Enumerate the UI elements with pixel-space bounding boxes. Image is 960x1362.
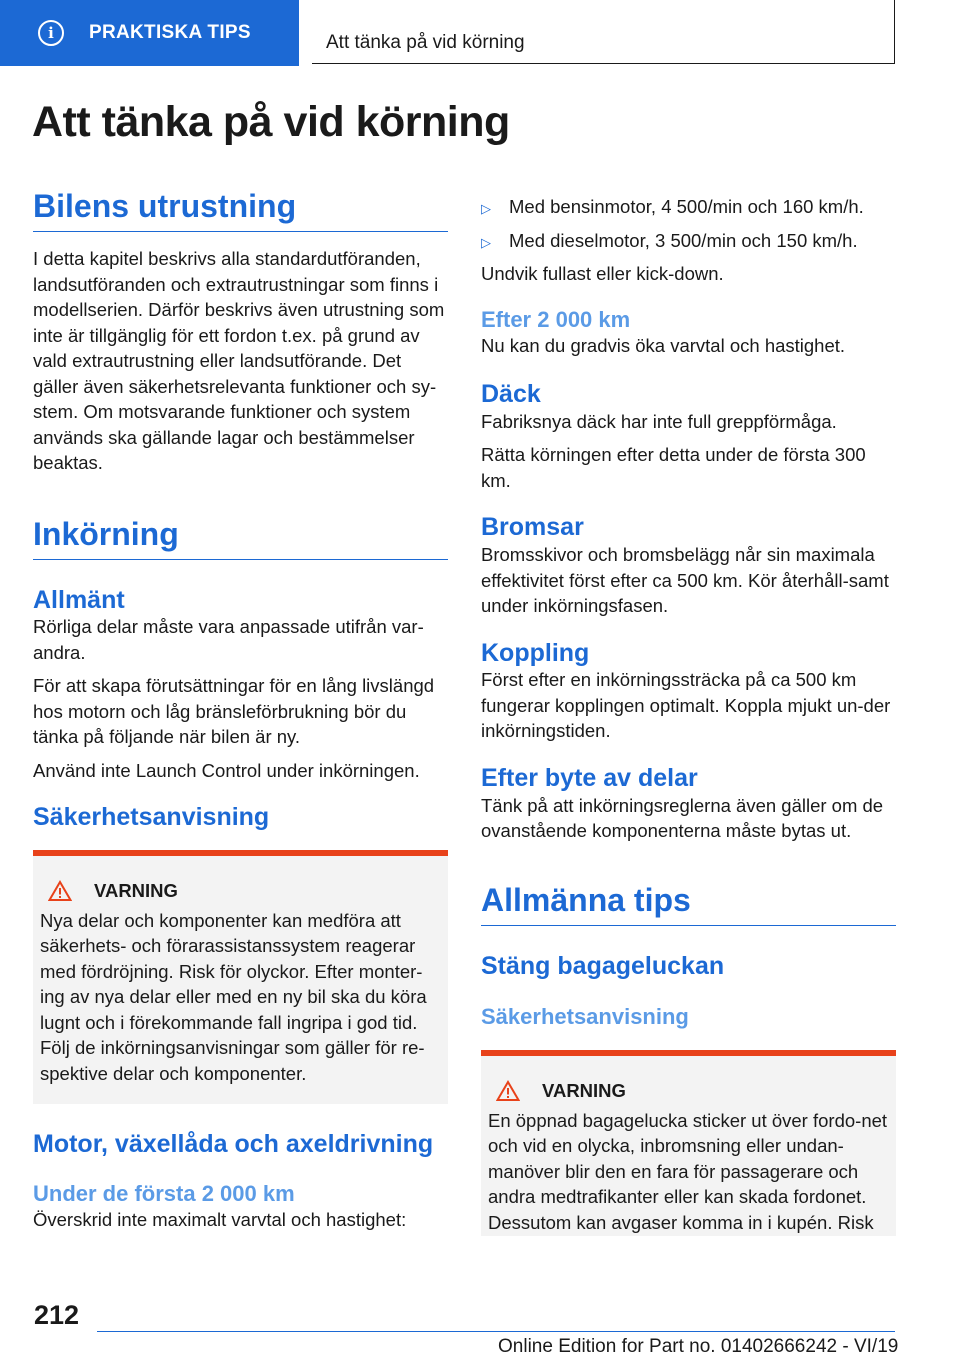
general-paragraph-2: För att skapa förutsättningar för en lång livslängd hos motorn och låg bränsleförbrukning bör du tänka på följande när bilen är ny.: [33, 675, 435, 748]
section-heading-break-in: Inkörning: [33, 516, 448, 560]
info-icon: i: [38, 20, 64, 46]
clutch-paragraph: Först efter en inkörningssträcka på ca 500 km fungerar kopplingen optimalt. Koppla mjukt un-der inkörningstiden.: [481, 669, 891, 742]
subheading-parts: Efter byte av delar: [481, 763, 698, 792]
page-number: 212: [34, 1300, 80, 1330]
subheading-clutch: Koppling: [481, 638, 590, 667]
subheading-first-2000: Under de första 2 000 km: [33, 1180, 295, 1206]
tires-paragraph-2: Rätta körningen efter detta under de första 300 km.: [481, 444, 866, 491]
general-paragraph-3: Använd inte Launch Control under inkörningen.: [33, 759, 420, 781]
equipment-paragraph: I detta kapitel beskrivs alla standardutföranden, landsutföranden och extrautrustningar som finns i modellserien. Därför beskrivs även utrustning som inte är tillgänglig för ett fordon t.ex. på grund av vald extrautrustning eller landsutförande. Det gäller även säkerhetsrelevanta funktioner och sy-stem. Om motsvarande funktioner och system används ska gällande lagar och bestämmelser beaktas.: [33, 248, 445, 473]
subheading-brakes: Bromsar: [481, 513, 584, 542]
warning-text: Nya delar och komponenter kan medföra att säkerhets- och förarassistanssystem reagerar med fördröjning. Risk för olyckor. Efter monter-ing av nya delar eller med en ny bil ska du köra lugnt och i förekommande fall ingripa i god tid. Följ de inkörningsanvisningar som gäller för re-spektive delar och komponenter.: [40, 909, 427, 1084]
subheading-safety: Säkerhetsanvisning: [33, 803, 270, 832]
right-column: [481, 194, 896, 1236]
footer-edition: Online Edition for Part no. 01402666242 - VI/19: [498, 1336, 899, 1357]
warning-triangle-icon: [48, 880, 72, 902]
running-header-title: Att tänka på vid körning: [312, 0, 895, 64]
warning-box: [481, 1050, 896, 1236]
list-item: ▷ Med bensinmotor, 4 500/min och 160 km/h.: [481, 194, 896, 222]
list-item: ▷ Med dieselmotor, 3 500/min och 150 km/h.: [481, 228, 896, 256]
page-title: Att tänka på vid körning: [32, 98, 510, 146]
brakes-paragraph: Bromsskivor och bromsbelägg når sin maximala effektivitet först efter ca 500 km. Kör återhåll-samt under inkörningsfasen.: [481, 544, 889, 616]
left-column: [33, 188, 448, 1240]
subheading-after-2000: Efter 2 000 km: [481, 306, 631, 332]
subheading-engine: Motor, växellåda och axeldrivning: [33, 1130, 434, 1158]
triangle-bullet-icon: ▷: [481, 234, 491, 250]
triangle-bullet-icon: ▷: [481, 201, 491, 216]
section-tab[interactable]: [0, 0, 299, 66]
warning-box: [33, 850, 448, 1104]
warning-header: [40, 878, 440, 904]
warning-label: VARNING: [542, 1080, 626, 1102]
subheading-close-trunk: Stäng bagageluckan: [481, 951, 725, 980]
footer-divider: [97, 1331, 895, 1332]
rpm-speed-list: [481, 194, 896, 255]
first-2000-paragraph: Överskrid inte maximalt varvtal och hastighet:: [33, 1208, 407, 1230]
warning-triangle-icon: [496, 1080, 520, 1102]
tires-paragraph-1: Fabriksnya däck har inte full greppförmåga.: [481, 410, 837, 432]
kickdown-paragraph: Undvik fullast eller kick-down.: [481, 263, 724, 284]
section-heading-equipment: Bilens utrustning: [33, 188, 448, 232]
after-2000-paragraph: Nu kan du gradvis öka varvtal och hastighet.: [481, 334, 846, 356]
warning-text: En öppnad bagagelucka sticker ut över fordo-net och vid en olycka, inbromsning eller undan-manöver blir den en fara för passagerare och andra medtrafikanter eller kan skada fordonet. Dessutom kan avgaser komma in i kupén. Risk: [488, 1109, 888, 1233]
warning-label: VARNING: [94, 880, 178, 901]
general-paragraph-1: Rörliga delar måste vara anpassade utifrån var-andra.: [33, 616, 424, 663]
section-heading-general-tips: Allmänna tips: [481, 882, 896, 926]
subheading-general: Allmänt: [33, 585, 125, 614]
warning-header: [488, 1078, 888, 1104]
parts-paragraph: Tänk på att inkörningsreglerna även gäller om de ovanstående komponenterna måste bytas ut.: [481, 794, 884, 841]
section-tab-label: PRAKTISKA TIPS: [89, 22, 251, 43]
subheading-tires: Däck: [481, 380, 541, 408]
subheading-safety: Säkerhetsanvisning: [481, 1004, 689, 1030]
